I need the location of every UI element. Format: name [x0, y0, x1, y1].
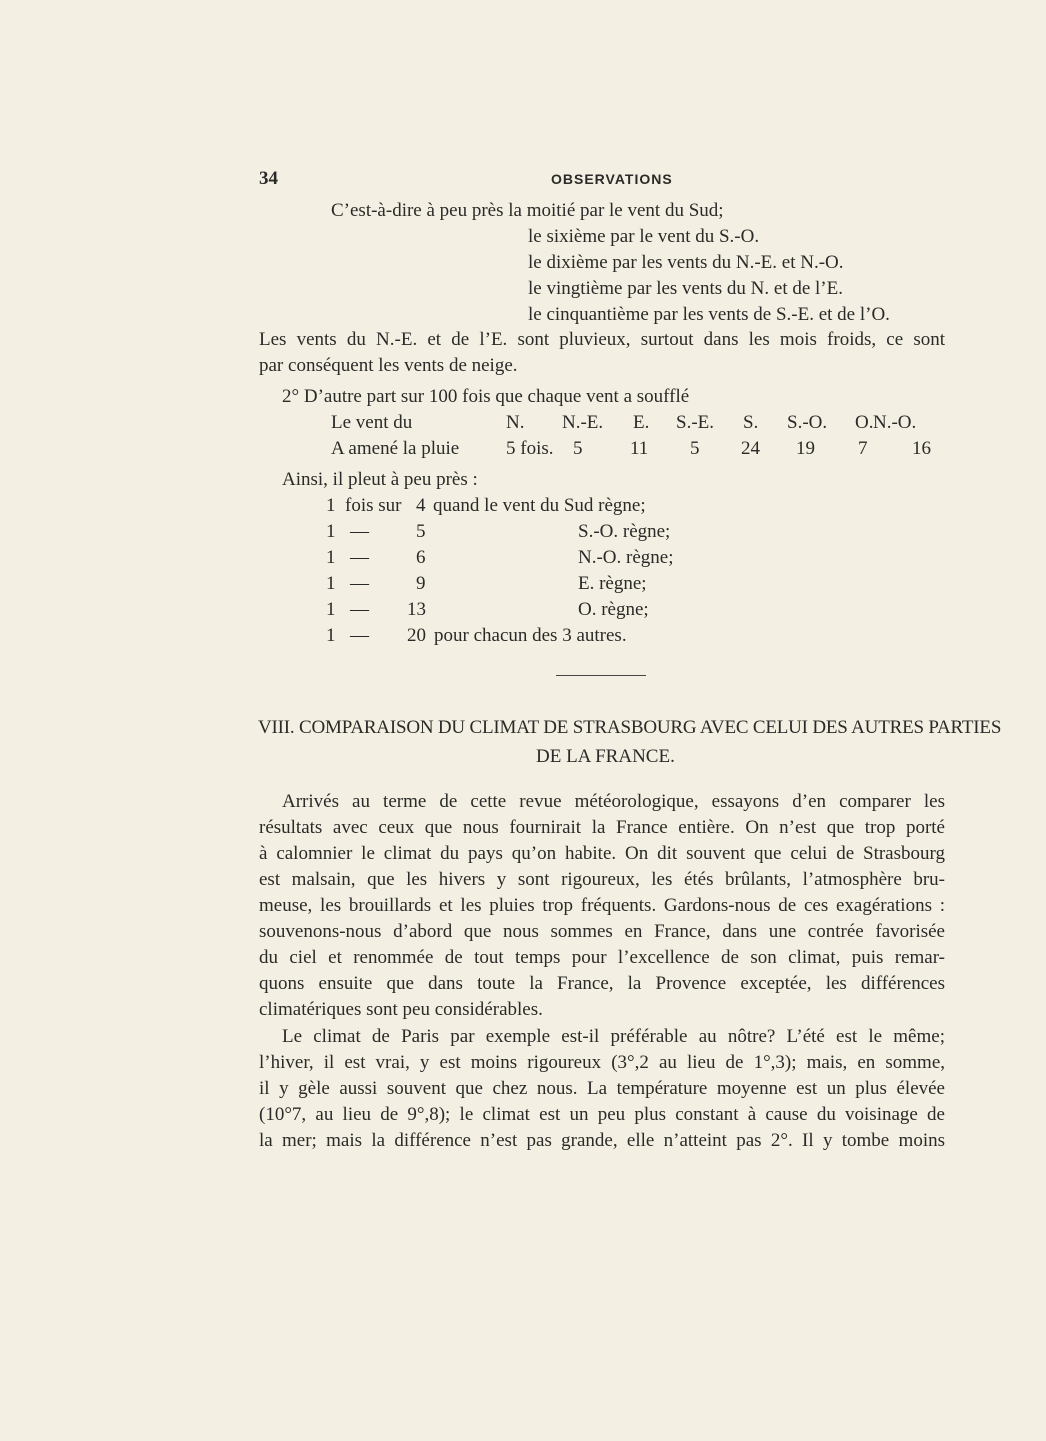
paragraph-line: quons ensuite que dans toute la France, la Provence exceptée, les différences [259, 973, 945, 994]
table-cell-wind: S.-E. [676, 412, 714, 433]
freq-text: quand le vent du Sud règne; [433, 495, 646, 516]
table-cell-rain: 11 [630, 438, 649, 459]
freq-a: 1 [326, 495, 336, 516]
table-cell-rain: 5 fois. [506, 438, 554, 459]
paragraph-line: (10°7, au lieu de 9°,8); le climat est un peu plus constant à cause du voisinage de [259, 1104, 945, 1125]
table-cell-wind: E. [633, 412, 650, 433]
paragraph-line: la mer; mais la différence n’est pas grande, elle n’atteint pas 2°. Il y tombe moins [259, 1130, 945, 1151]
freq-a: 1 [326, 599, 336, 620]
paragraph-line: résultats avec ceux que nous fournirait la France entière. On n’est que trop porté [259, 817, 945, 838]
freq-text: N.-O. règne; [578, 547, 674, 568]
table-cell-wind: O. [855, 412, 874, 433]
freq-b: 13 [407, 599, 426, 620]
intro-line: le cinquantième par les vents de S.-E. et de l’O. [528, 304, 890, 325]
table-cell-wind: S. [743, 412, 759, 433]
freq-sep: — [350, 521, 369, 542]
paragraph-line: est malsain, que les hivers y sont rigoureux, les étés brûlants, l’atmosphère bru- [259, 869, 945, 890]
paragraph-line: Le climat de Paris par exemple est-il préférable au nôtre? L’été est le même; [282, 1026, 945, 1047]
freq-text: E. règne; [578, 573, 647, 594]
freq-sep: — [350, 547, 369, 568]
freq-sep: — [350, 599, 369, 620]
paragraph-line: du ciel et renommée de tout temps pour l’excellence de son climat, puis remar- [259, 947, 945, 968]
table-intro: 2° D’autre part sur 100 fois que chaque vent a soufflé [282, 386, 690, 407]
paragraph-line: meuse, les brouillards et les pluies trop fréquents. Gardons-nous de ces exagérations : [259, 895, 945, 916]
table-cell-rain: 16 [912, 438, 931, 459]
freq-a: 1 [326, 547, 336, 568]
freq-text: O. règne; [578, 599, 649, 620]
paragraph-line: l’hiver, il est vrai, y est moins rigoureux (3°,2 au lieu de 1°,3); mais, en somme, [259, 1052, 945, 1073]
freq-b: 9 [416, 573, 426, 594]
table-cell-rain: 7 [858, 438, 868, 459]
freq-a: 1 [326, 521, 336, 542]
section-title-continued: DE LA FRANCE. [536, 746, 675, 767]
table-cell-wind: N. [506, 412, 525, 433]
freq-sep: fois sur [345, 495, 402, 516]
freq-b: 5 [416, 521, 426, 542]
freq-b: 20 [407, 625, 426, 646]
table-cell-wind: S.-O. [787, 412, 828, 433]
freq-b: 4 [416, 495, 426, 516]
table-row-label: A amené la pluie [331, 438, 460, 459]
paragraph-line: souvenons-nous d’abord que nous sommes en France, dans une contrée favorisée [259, 921, 945, 942]
freq-a: 1 [326, 573, 336, 594]
paragraph-line: Arrivés au terme de cette revue météorologique, essayons d’en comparer les [282, 791, 945, 812]
freq-a: 1 [326, 625, 336, 646]
rain-paragraph [259, 327, 945, 379]
freq-b: 6 [416, 547, 426, 568]
table-cell-rain: 5 [690, 438, 700, 459]
paragraph-line: par conséquent les vents de neige. [259, 355, 518, 376]
running-title: OBSERVATIONS [551, 171, 673, 187]
section-title: VIII. COMPARAISON DU CLIMAT DE STRASBOURG AVEC CELUI DES AUTRES PARTIES [258, 717, 1002, 738]
intro-line: le sixième par le vent du S.-O. [528, 226, 760, 247]
freq-sep: — [350, 573, 369, 594]
ainsi-line: Ainsi, il pleut à peu près : [282, 469, 478, 490]
table-cell-wind: N.-E. [562, 412, 604, 433]
paragraph-comparison [259, 789, 945, 1023]
paragraph-paris [259, 1024, 945, 1154]
paragraph-line: à calomnier le climat du pays qu’on habite. On dit souvent que celui de Strasbourg [259, 843, 945, 864]
paragraph-line: climatériques sont peu considérables. [259, 999, 543, 1020]
freq-sep: — [350, 625, 369, 646]
intro-line: C’est-à-dire à peu près la moitié par le vent du Sud; [331, 200, 724, 221]
table-cell-rain: 5 [573, 438, 583, 459]
intro-line: le dixième par les vents du N.-E. et N.-O. [528, 252, 844, 273]
freq-text: S.-O. règne; [578, 521, 671, 542]
table-cell-wind: N.-O. [873, 412, 917, 433]
page-number: 34 [259, 168, 278, 189]
table-cell-rain: 24 [741, 438, 760, 459]
table-row-label: Le vent du [331, 412, 413, 433]
table-cell-rain: 19 [796, 438, 815, 459]
intro-line: le vingtième par les vents du N. et de l’E. [528, 278, 843, 299]
section-divider [556, 675, 646, 676]
paragraph-line: Les vents du N.-E. et de l’E. sont pluvieux, surtout dans les mois froids, ce sont [259, 329, 945, 350]
freq-text: pour chacun des 3 autres. [434, 625, 627, 646]
paragraph-line: il y gèle aussi souvent que chez nous. La température moyenne est un plus élevée [259, 1078, 945, 1099]
